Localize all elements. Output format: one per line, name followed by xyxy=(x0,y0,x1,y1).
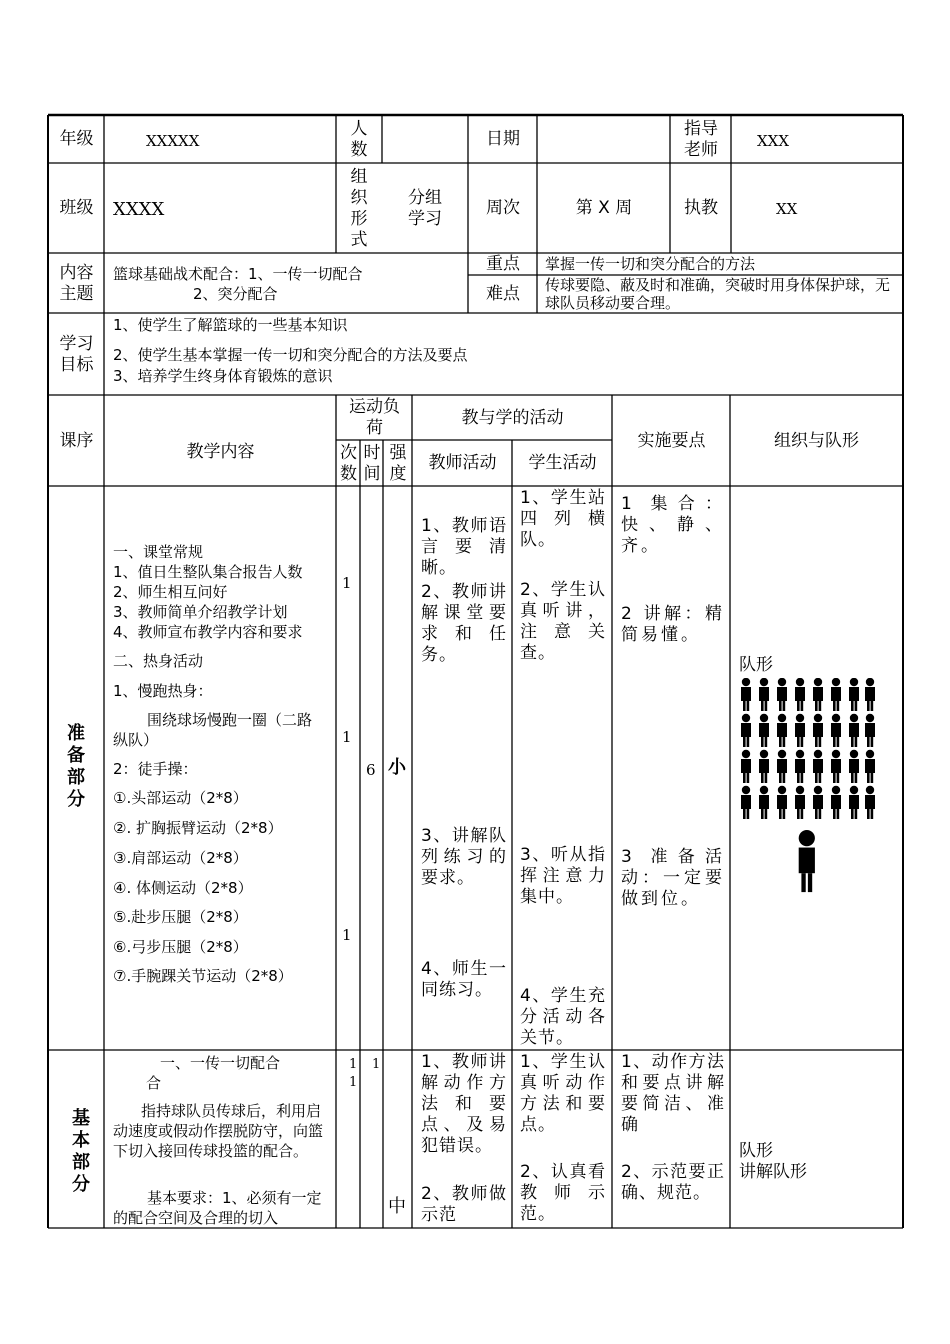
class-value: XXXX xyxy=(113,199,165,220)
week-label: 周次 xyxy=(486,198,520,218)
prep-key-point: 1 集合：快、静、齐。 xyxy=(621,494,725,556)
key-label: 重点 xyxy=(486,254,520,274)
basic-formation-note: 讲解队形 xyxy=(739,1162,807,1182)
topic-label: 内容主题 xyxy=(59,262,94,304)
col-formation: 组织与队形 xyxy=(774,430,859,451)
prep-student-activity: 2、学生认真听讲，注意关查。 xyxy=(520,580,606,663)
date-label: 日期 xyxy=(486,129,520,149)
advisor-label: 指导老师 xyxy=(684,118,718,160)
topic-line-1: 篮球基础战术配合：1、一传一切配合 xyxy=(113,265,363,283)
col-activities: 教与学的活动 xyxy=(461,407,564,428)
class-label: 班级 xyxy=(59,198,94,218)
date-value[interactable] xyxy=(538,116,670,163)
org-label: 组织形式 xyxy=(350,166,368,250)
col-key-points: 实施要点 xyxy=(637,430,706,451)
basic-content-title-cont: 合 xyxy=(146,1074,162,1092)
topic-line-2: 2、突分配合 xyxy=(193,285,278,303)
prep-content-line: 2、师生相互问好 xyxy=(113,583,228,601)
prep-times: 1 xyxy=(342,574,352,592)
prep-content-line: ⑤.赴步压腿（2*8） xyxy=(113,908,248,926)
goals-label: 学习目标 xyxy=(59,333,94,375)
people-value[interactable] xyxy=(384,116,466,163)
prep-content-line: 3、教师简单介绍教学计划 xyxy=(113,603,288,621)
basic-key-point: 2、示范要正确、规范。 xyxy=(621,1162,725,1203)
prep-content-line: ②. 扩胸振臂运动（2*8） xyxy=(113,819,283,837)
key-value: 掌握一传一切和突分配合的方法 xyxy=(545,255,756,273)
grade-label: 年级 xyxy=(59,129,94,149)
basic-key-point: 1、动作方法和要点讲解要简洁、准确 xyxy=(621,1052,725,1135)
prep-times: 1 xyxy=(342,926,352,944)
people-label: 人数 xyxy=(350,118,368,160)
grade-value: XXXXX xyxy=(146,132,200,150)
basic-student-activity: 2、认真看教师示范。 xyxy=(520,1162,606,1224)
basic-intensity: 中 xyxy=(388,1196,406,1217)
col-intensity: 强度 xyxy=(389,442,407,484)
prep-content-line: ③.肩部运动（2*8） xyxy=(113,849,248,867)
prep-key-point: 2 讲解：精简易懂。 xyxy=(621,604,725,645)
difficulty-value: 传球要隐、蔽及时和准确，突破时用身体保护球，无球队员移动要合理。 xyxy=(545,276,891,312)
col-sequence: 课序 xyxy=(59,430,94,451)
prep-teacher-activity: 4、师生一同练习。 xyxy=(421,959,507,1000)
org-value: 分组学习 xyxy=(408,187,442,229)
col-load: 运动负荷 xyxy=(349,397,400,438)
goal-item: 1、使学生了解篮球的一些基本知识 xyxy=(113,316,348,334)
prep-teacher-activity: 3、讲解队列练习的要求。 xyxy=(421,826,507,888)
formation-diagram xyxy=(738,678,878,898)
prep-teacher-activity: 2、教师讲解课堂要求和任务。 xyxy=(421,582,507,665)
basic-student-activity: 1、学生认真听动作方法和要点。 xyxy=(520,1052,606,1135)
prep-teacher-activity: 1、教师语言要清晰。 xyxy=(421,516,507,578)
prep-content-line: ⑥.弓步压腿（2*8） xyxy=(113,938,248,956)
prep-content-line: ⑦.手腕踝关节运动（2*8） xyxy=(113,967,293,985)
prep-content-line: 1、慢跑热身： xyxy=(113,682,213,700)
difficulty-label: 难点 xyxy=(486,284,520,304)
prep-student-activity: 4、学生充分活动各关节。 xyxy=(520,986,606,1048)
basic-teacher-activity: 1、教师讲解动作方法和要点、及易犯错误。 xyxy=(421,1052,507,1156)
basic-teacher-activity: 2、教师做示范 xyxy=(421,1184,507,1225)
basic-duration: 1 xyxy=(372,1057,381,1072)
basic-content-title: 一、一传一切配合 xyxy=(160,1054,281,1072)
basic-content-paragraph: 指持球队员传球后，利用启动速度或假动作摆脱防守，向篮下切入接回传球投篮的配合。 xyxy=(113,1102,324,1160)
basic-times: 1 xyxy=(349,1057,358,1072)
prep-duration: 6 xyxy=(366,761,376,779)
teacher-value: XX xyxy=(776,200,798,218)
col-duration: 时间 xyxy=(363,442,381,484)
goal-item: 3、培养学生终身体育锻炼的意识 xyxy=(113,367,333,385)
prep-student-activity: 3、听从指挥注意力集中。 xyxy=(520,845,606,907)
prep-content-line: 二、热身活动 xyxy=(113,652,204,670)
basic-times: 1 xyxy=(349,1075,358,1090)
section-prep: 准备部分 xyxy=(67,723,85,810)
prep-student-activity: 1、学生站四列横队。 xyxy=(520,488,606,550)
week-value: 第 X 周 xyxy=(575,198,633,218)
col-student-activity: 学生活动 xyxy=(528,453,597,473)
col-teacher-activity: 教师活动 xyxy=(428,453,497,473)
prep-content-line: 1、值日生整队集合报告人数 xyxy=(113,563,303,581)
prep-intensity: 小 xyxy=(388,757,406,778)
prep-key-point: 3 准备活动：一定要做到位。 xyxy=(621,847,725,909)
prep-formation-label: 队形 xyxy=(739,655,773,675)
prep-times: 1 xyxy=(342,728,352,746)
prep-content-line: ①.头部运动（2*8） xyxy=(113,789,248,807)
col-times: 次数 xyxy=(340,442,357,484)
prep-content-line: 2：徒手操： xyxy=(113,760,198,778)
col-teaching-content: 教学内容 xyxy=(186,442,255,462)
prep-content-line: 4、教师宣布教学内容和要求 xyxy=(113,623,303,641)
prep-content-line: 围绕球场慢跑一圈（二路纵队） xyxy=(113,711,313,749)
goal-item: 2、使学生基本掌握一传一切和突分配合的方法及要点 xyxy=(113,346,468,364)
section-basic: 基本部分 xyxy=(72,1108,90,1195)
basic-content-paragraph: 基本要求：1、必须有一定的配合空间及合理的切入 xyxy=(113,1189,322,1227)
teacher-label: 执教 xyxy=(684,198,718,218)
advisor-value: XXX xyxy=(757,132,790,150)
prep-content-line: ④. 体侧运动（2*8） xyxy=(113,879,253,897)
prep-content-line: 一、课堂常规 xyxy=(113,543,204,561)
basic-formation-label: 队形 xyxy=(739,1141,773,1161)
